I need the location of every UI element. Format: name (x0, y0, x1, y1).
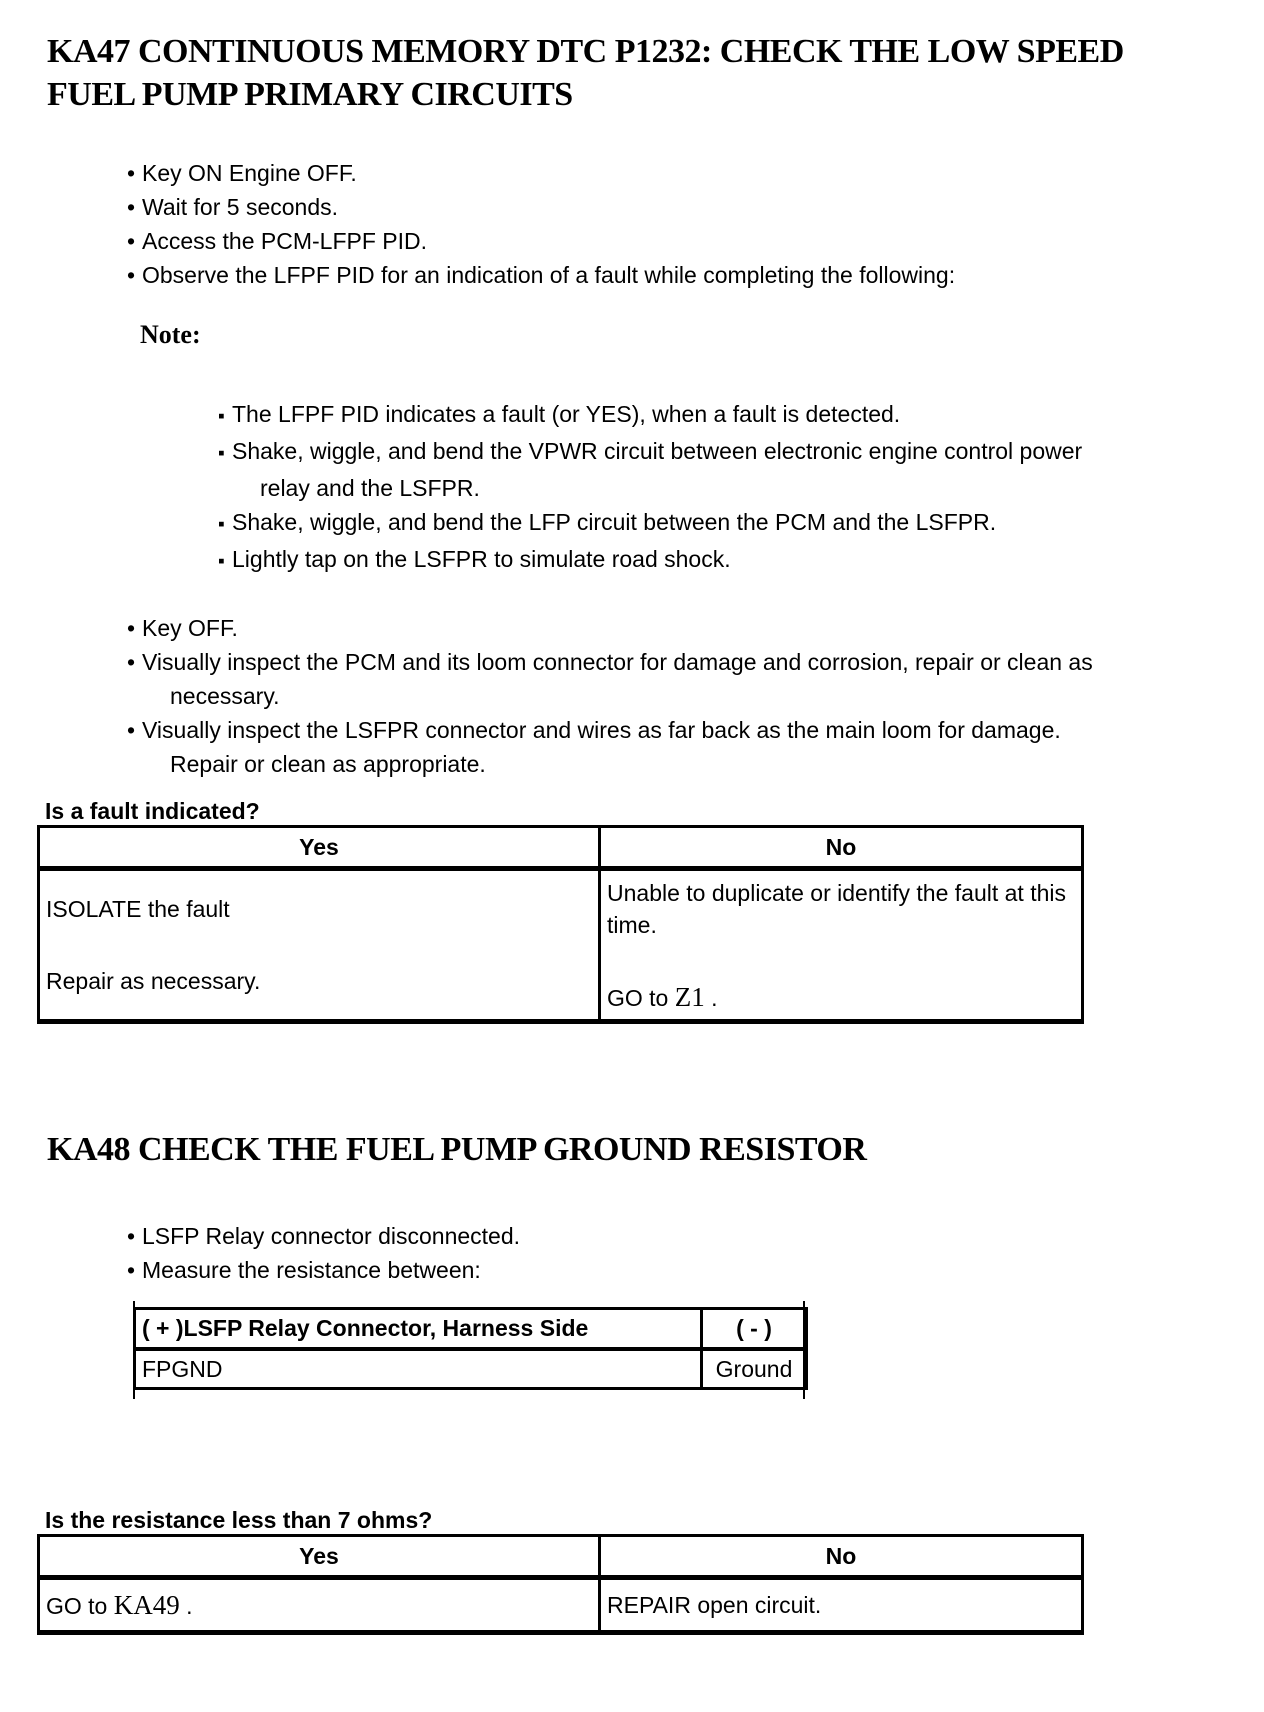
negative-lead-value: Ground (702, 1349, 807, 1389)
document-page (0, 30, 1264, 1635)
yes-cell (39, 869, 600, 1022)
no-action-line: REPAIR open circuit. (607, 1592, 822, 1618)
list-item: • Access the PCM-LFPF PID. (127, 224, 1127, 258)
no-column-header: No (600, 1536, 1083, 1578)
positive-lead-value: FPGND (135, 1349, 702, 1389)
list-item: ▪ Shake, wiggle, and bend the VPWR circuit between electronic engine control power relay and the LSFPR. (218, 434, 1123, 505)
list-item: • Key ON Engine OFF. (127, 156, 1127, 190)
yes-cell (39, 1578, 600, 1633)
list-item: • Observe the LFPF PID for an indication of a fault while completing the following: (127, 258, 1127, 292)
goto-link-z1[interactable]: Z1 (674, 981, 705, 1012)
positive-lead-header: ( + )LSFP Relay Connector, Harness Side (135, 1309, 702, 1350)
table-row (135, 1349, 807, 1389)
goto-prefix: GO to (46, 1592, 108, 1619)
list-item: • LSFP Relay connector disconnected. (127, 1219, 1127, 1253)
ka47-step-list (127, 156, 1127, 292)
question-resistance: Is the resistance less than 7 ohms? (45, 1507, 433, 1533)
list-item: • Key OFF. (127, 611, 1127, 645)
list-item: • Wait for 5 seconds. (127, 190, 1127, 224)
list-item: ▪ Shake, wiggle, and bend the LFP circuit between the PCM and the LSFPR. (218, 505, 1123, 542)
goto-suffix: . (711, 984, 718, 1011)
question-fault-indicated: Is a fault indicated? (45, 798, 260, 824)
table-row (39, 1578, 1083, 1633)
no-goto-line (607, 981, 1071, 1014)
list-item: • Visually inspect the LSFPR connector and wires as far back as the main loom for damage. Repair or clean as appropriate. (127, 713, 1127, 781)
list-item: ▪ The LFPF PID indicates a fault (or YES), when a fault is detected. (218, 397, 1123, 434)
list-item: ▪ Lightly tap on the LSFPR to simulate road shock. (218, 542, 1123, 579)
yes-column-header: Yes (39, 1536, 600, 1578)
ka47-step-list-continued (127, 611, 1127, 781)
yes-column-header: Yes (39, 827, 600, 869)
goto-link-ka49[interactable]: KA49 (113, 1589, 180, 1620)
no-cell (600, 869, 1083, 1022)
no-action-line: Unable to duplicate or identify the fault at this time. (607, 879, 1067, 938)
ka48-step-list (127, 1219, 1127, 1287)
note-label: Note: (140, 320, 201, 349)
negative-lead-header: ( - ) (702, 1309, 807, 1350)
no-column-header: No (600, 827, 1083, 869)
table-row (39, 869, 1083, 1022)
resistance-decision-table (37, 1534, 1084, 1635)
fault-decision-table (37, 825, 1084, 1024)
goto-suffix: . (186, 1592, 193, 1619)
goto-prefix: GO to (607, 984, 669, 1011)
ka47-note-list (218, 397, 1123, 579)
measurement-table (133, 1307, 808, 1390)
yes-action-line: Repair as necessary. (46, 968, 261, 994)
list-item: • Measure the resistance between: (127, 1253, 1127, 1287)
list-item: • Visually inspect the PCM and its loom connector for damage and corrosion, repair or clean as necessary. (127, 645, 1127, 713)
measurement-table-wrap (133, 1307, 805, 1390)
yes-goto-line (46, 1589, 588, 1622)
yes-action-line: ISOLATE the fault (46, 896, 230, 922)
section-ka47-title: KA47 CONTINUOUS MEMORY DTC P1232: CHECK THE LOW SPEED FUEL PUMP PRIMARY CIRCUITS (47, 33, 1124, 113)
no-cell (600, 1578, 1083, 1633)
section-ka48-title: KA48 CHECK THE FUEL PUMP GROUND RESISTOR (47, 1131, 867, 1168)
